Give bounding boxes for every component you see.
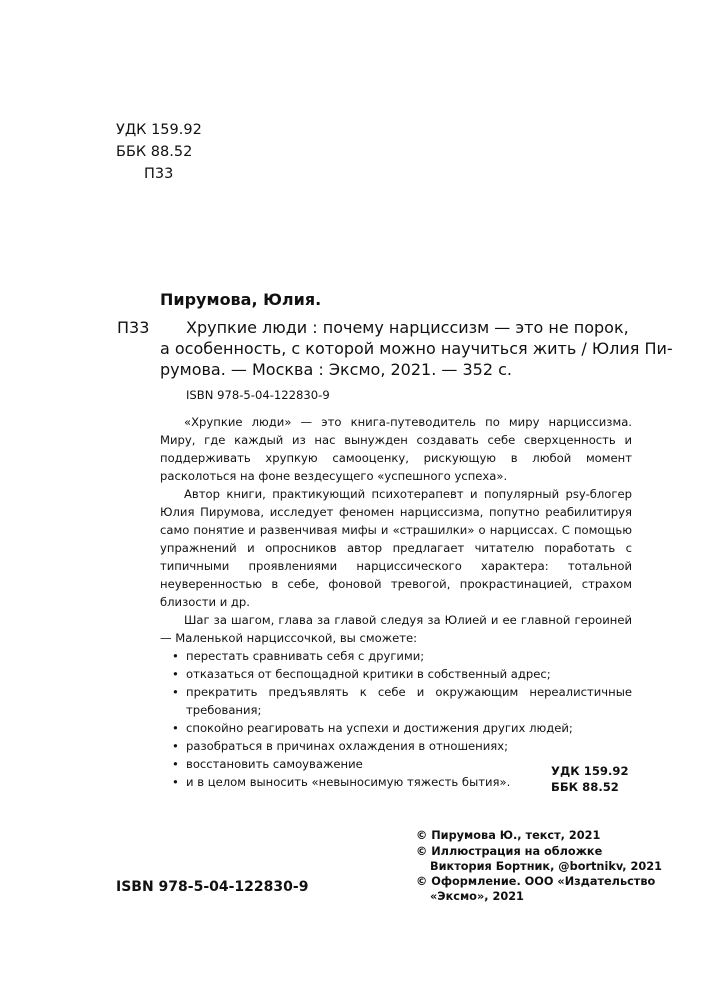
bullet-item: • восстановить самоуважение bbox=[160, 755, 632, 773]
bullet-item: • отказаться от беспощадной критики в собственный адрес; bbox=[160, 665, 632, 683]
udk-code: УДК 159.92 bbox=[116, 122, 202, 138]
bullet-item: • перестать сравнивать себя с другими; bbox=[160, 647, 632, 665]
record-mark: П33 bbox=[117, 318, 150, 337]
author-mark: П33 bbox=[144, 166, 174, 182]
bullet-item: • разобраться в причинах охлаждения в отношениях; bbox=[160, 737, 632, 755]
copyright-line: Виктория Бортник, @bortnikv, 2021 bbox=[430, 860, 662, 873]
bullet-item: • спокойно реагировать на успехи и достижения других людей; bbox=[160, 719, 632, 737]
record-title-line: а особенность, с которой можно научиться жить / Юлия Пи- bbox=[160, 339, 673, 358]
copyright-line: © Пирумова Ю., текст, 2021 bbox=[416, 829, 601, 842]
record-isbn: ISBN 978-5-04-122830-9 bbox=[186, 388, 330, 402]
footer-isbn: ISBN 978-5-04-122830-9 bbox=[116, 879, 309, 895]
copyright-line: «Эксмо», 2021 bbox=[430, 890, 524, 903]
record-author: Пирумова, Юлия. bbox=[160, 290, 322, 309]
bullet-item: • и в целом выносить «невыносимую тяжесть бытия». bbox=[160, 773, 632, 791]
bbk-code: ББК 88.52 bbox=[116, 144, 193, 160]
annotation-paragraph: «Хрупкие люди» — это книга-путеводитель по миру нарциссизма. Миру, где каждый из нас вынужден создавать себе сверхценность и поддерживать хрупкую самооценку, рискующую в любой момент расколоться на фоне вездесущего «успешного успеха». bbox=[160, 415, 632, 483]
copyright-line: © Оформление. ООО «Издательство bbox=[416, 875, 656, 888]
udk-code-bottom: УДК 159.92 bbox=[551, 764, 629, 778]
annotation bbox=[160, 413, 632, 791]
record-title-line: румова. — Москва : Эксмо, 2021. — 352 с. bbox=[160, 360, 512, 379]
annotation-paragraph: Шаг за шагом, глава за главой следуя за Юлией и ее главной героиней — Маленькой нарциссочкой, вы сможете: bbox=[160, 613, 632, 645]
annotation-paragraph: Автор книги, практикующий психотерапевт и популярный psy-блогер Юлия Пирумова, исследует феномен нарциссизма, попутно реабилитируя само понятие и развенчивая мифы и «страшилки» о нарциссах. С помощью упражнений и опросников автор предлагает читателю поработать с типичными проявлениями нарциссического характера: тотальной неуверенностью в себе, фоновой тревогой, прокрастинацией, страхом близости и др. bbox=[160, 487, 632, 609]
bbk-code-bottom: ББК 88.52 bbox=[551, 780, 619, 794]
bullet-item: • прекратить предъявлять к себе и окружающим нереалистичные требования; bbox=[160, 683, 632, 719]
record-title-line: Хрупкие люди : почему нарциссизм — это не порок, bbox=[186, 318, 629, 337]
copyright-line: © Иллюстрация на обложке bbox=[416, 845, 603, 858]
